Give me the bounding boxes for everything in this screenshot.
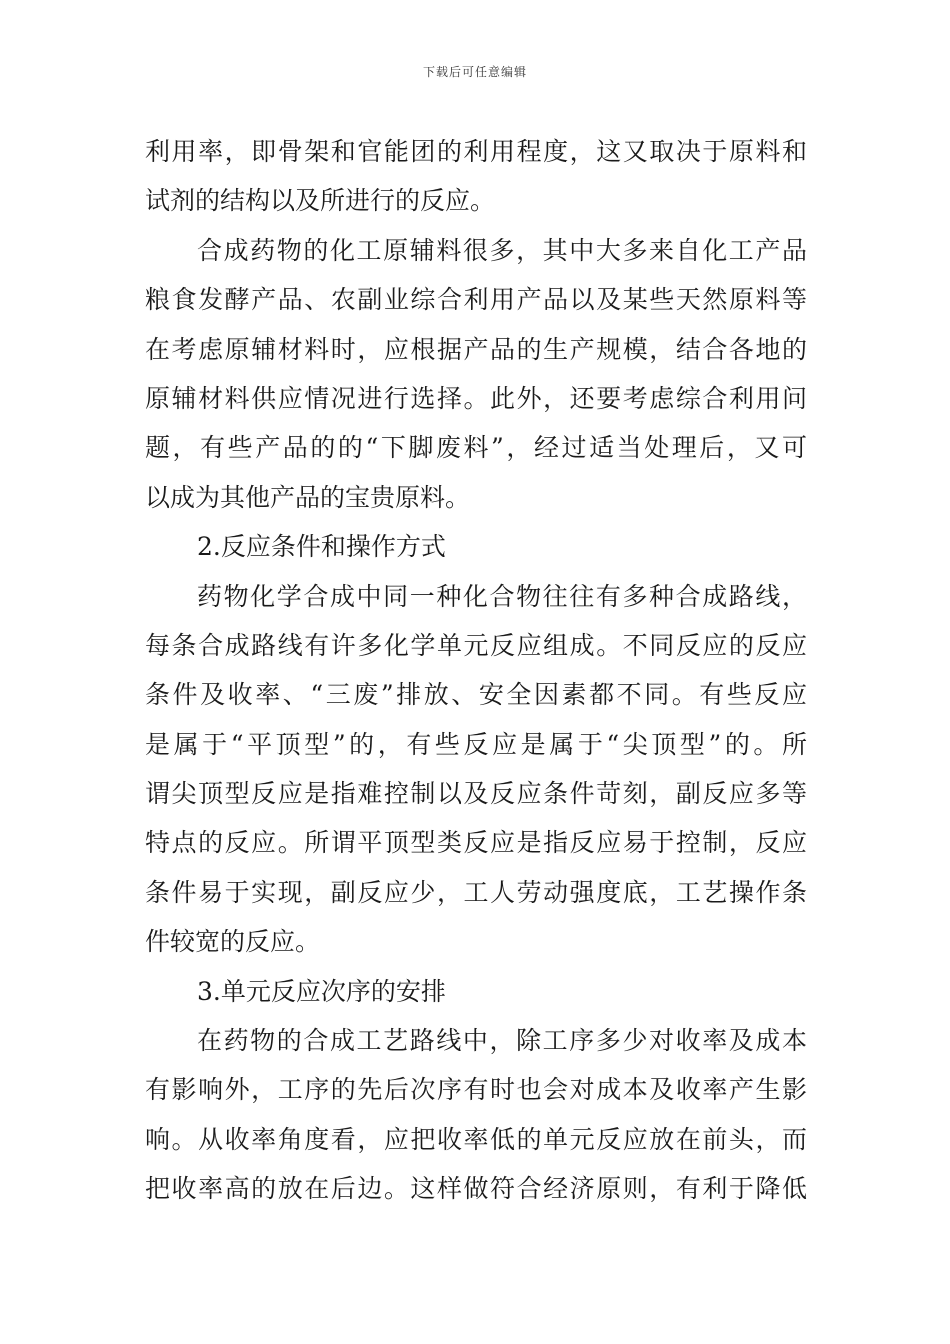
text-line: 有影响外，工序的先后次序有时也会对成本及收率产生影 xyxy=(145,1075,807,1105)
page-header-note: 下载后可任意编辑 xyxy=(422,65,527,79)
text-line: 药物化学合成中同一种化合物往往有多种合成路线， xyxy=(197,581,807,611)
document-body xyxy=(145,127,807,1214)
text-line: 题，有些产品的的“下脚废料”，经过适当处理后，又可 xyxy=(145,433,807,463)
text-line: 响。从收率角度看，应把收率低的单元反应放在前头，而 xyxy=(145,1124,807,1154)
text-line: 原辅材料供应情况进行选择。此外，还要考虑综合利用问 xyxy=(145,383,807,413)
text-line: 是属于“平顶型”的，有些反应是属于“尖顶型”的。所 xyxy=(145,729,807,759)
text-line: 每条合成路线有许多化学单元反应组成。不同反应的反应 xyxy=(145,630,807,660)
text-line: 在药物的合成工艺路线中，除工序多少对收率及成本 xyxy=(197,1026,807,1056)
text-line: 把收率高的放在后边。这样做符合经济原则，有利于降低 xyxy=(145,1174,807,1204)
text-line: 3.单元反应次序的安排 xyxy=(197,976,446,1006)
text-line: 条件易于实现，副反应少，工人劳动强度底，工艺操作条 xyxy=(145,877,807,907)
text-line: 特点的反应。所谓平顶型类反应是指反应易于控制，反应 xyxy=(145,828,807,858)
text-line: 2.反应条件和操作方式 xyxy=(197,532,446,562)
text-line: 利用率，即骨架和官能团的利用程度，这又取决于原料和 xyxy=(145,137,807,166)
text-line: 试剂的结构以及所进行的反应。 xyxy=(145,186,496,216)
text-line: 在考虑原辅材料时，应根据产品的生产规模，结合各地的 xyxy=(145,334,807,364)
text-line: 谓尖顶型反应是指难控制以及反应条件苛刻，副反应多等 xyxy=(145,779,807,809)
text-line: 粮食发酵产品、农副业综合利用产品以及某些天然原料等 xyxy=(145,285,807,315)
text-line: 以成为其他产品的宝贵原料。 xyxy=(145,482,471,512)
text-line: 条件及收率、“三废”排放、安全因素都不同。有些反应 xyxy=(145,680,807,710)
text-line: 件较宽的反应。 xyxy=(145,927,321,957)
text-line: 合成药物的化工原辅料很多，其中大多来自化工产品 xyxy=(197,235,807,265)
